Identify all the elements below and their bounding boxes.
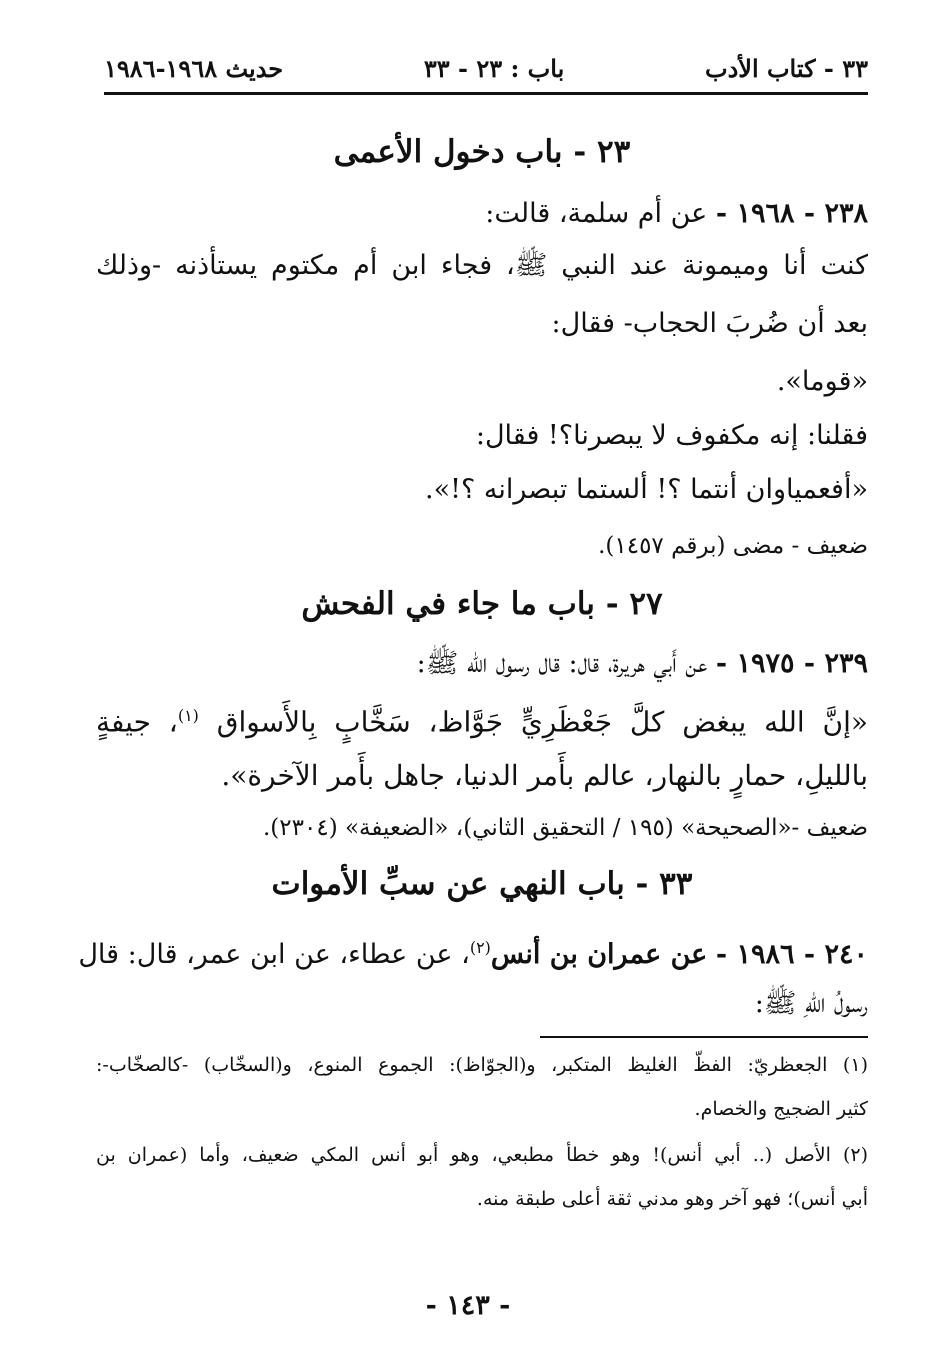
footnote-1: (١) الجعظريّ: الفظّ الغليظ المتكبر، و(الجوّاظ): الجموع المنوع، و(السخّاب) -كالصخّاب-: [96,1054,868,1076]
header-divider [104,92,868,95]
hadith-text-line: بالليلِ، حمارٍ بالنهار، عالم بأَمر الدنيا، جاهل بأَمر الآخرة». [221,759,868,792]
hadith-text-line: فقلنا: إنه مكفوف لا يبصرنا؟! فقال: [475,420,868,451]
hadith-isnad: عن أَبي هريرة، قال: قال رسول الله ﷺ: [416,648,708,679]
hadith-text: «إنَّ الله يبغض كلَّ جَعْظَرِيٍّ جَوَّاظ، سَخَّابٍ بِالأَسواق [216,705,869,739]
hadith-isnad: ، عن عطاء، عن ابن عمر، قال: قال [78,939,470,970]
section-heading-33: ٣٣ - باب النهي عن سبِّ الأموات [271,866,693,902]
running-header [104,44,868,92]
hadith-number: ٢٤٠ - ١٩٨٦ - [715,939,868,970]
hadith-isnad: عن أم سلمة، قالت: [485,198,708,229]
footnote-2-cont: أبي أنس)؛ فهو آخر وهو مدني ثقة أعلى طبقة منه. [476,1188,868,1210]
hadith-text-line: رسولُ اللهِ ﷺ: [754,988,868,1019]
hadith-text-line [96,696,868,742]
footnote-1-cont: كثير الضجيج والخصام. [694,1098,868,1120]
hadith-grade: ضعيف - مضى (برقم ١٤٥٧). [598,533,868,559]
header-chapter: ٣٣ - كتاب الأدب [704,53,868,83]
section-heading-27: ٢٧ - باب ما جاء في الفحش [301,586,663,622]
hadith-isnad: عن عمران بن أنس [490,939,708,970]
header-hadith-range: حديث ١٩٦٨-١٩٨٦ [104,53,284,83]
hadith-text-line: بعد أن ضُربَ الحجاب- فقال: [551,308,868,339]
hadith-text-line: كنت أنا وميمونة عند النبي ﷺ، فجاء ابن أم مكتوم يستأذنه -وذلك [96,250,868,281]
header-chapter-range: باب : ٢٣ - ٣٣ [423,53,565,83]
hadith-text-line: «أفعمياوان أنتما ؟! ألستما تبصرانه ؟!». [425,474,868,505]
footnote-2: (٢) الأصل (.. أبي أنس)! وهو خطأ مطبعي، وهو أبو أنس المكي ضعيف، وأما (عمران بن [96,1144,868,1166]
hadith-text-line: «قوما». [776,366,868,397]
footnote-divider [540,1036,868,1038]
footnote-ref-1: (١) [177,706,199,725]
footnote-ref-2: (٢) [469,938,491,957]
hadith-number: ٢٣٨ - ١٩٦٨ - [715,198,868,229]
hadith-240-isnad-line [78,928,868,975]
hadith-239-isnad-line [96,644,868,684]
hadith-text: ، جيفةٍ [96,705,178,739]
section-heading-23: ٢٣ - باب دخول الأعمى [333,134,631,170]
hadith-grade: ضعيف -«الصحيحة» (١٩٥ / التحقيق الثاني)، «الضعيفة» (٢٣٠٤). [262,815,868,841]
hadith-number: ٢٣٩ - ١٩٧٥ - [715,648,868,679]
page-number: - ١٤٣ - [425,1290,511,1321]
hadith-238-isnad-line [96,194,868,234]
